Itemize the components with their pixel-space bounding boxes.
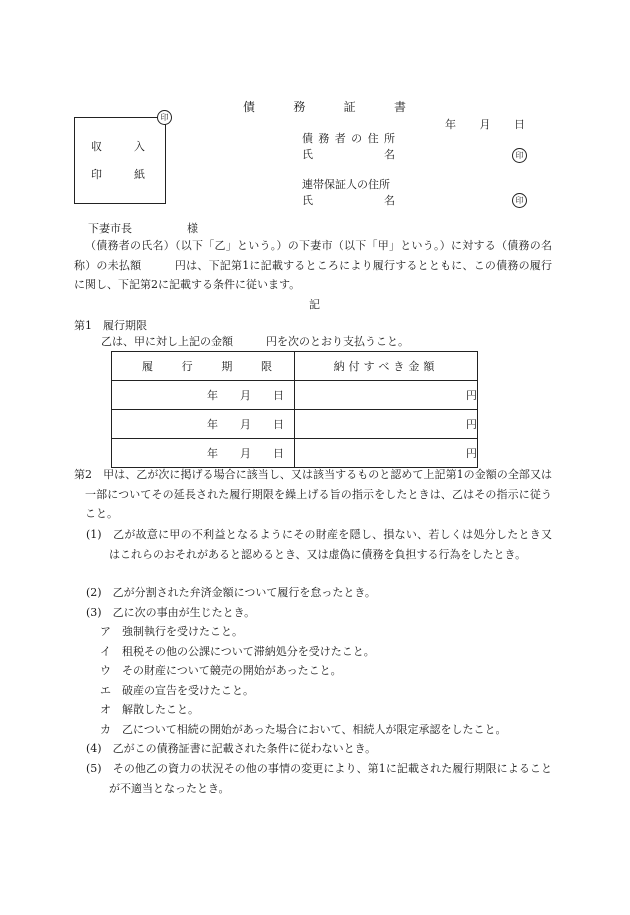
document-title: 債 務 証 書	[243, 100, 406, 114]
table-row	[112, 381, 478, 410]
debtor-address-label: 債 務 者 の 住 所	[302, 132, 395, 145]
subitem-e: エ 破産の宣告を受けたこと。	[100, 684, 254, 697]
guarantor-address-label: 連帯保証人の住所	[302, 178, 390, 191]
debtor-name-label: 氏 名	[302, 148, 395, 161]
guarantor-name-label: 氏 名	[302, 194, 395, 207]
subitem-a: ア 強制執行を受けたこと。	[100, 625, 243, 638]
table-row	[112, 439, 478, 468]
table-row	[112, 410, 478, 439]
subitem-i: イ 租税その他の公課について滞納処分を受けたこと。	[100, 645, 375, 658]
section2-item-5: (5) その他乙の資力の状況その他の事情の変更により、第1に記載された履行期限によることが不適当となったとき。	[86, 762, 552, 795]
amount-cell: 円	[295, 439, 478, 468]
section1-text: 乙は、甲に対し上記の金額 円を次のとおり支払うこと。	[101, 335, 409, 348]
subitem-ka: カ 乙について相続の開始があった場合において、相続人が限定承認をしたこと。	[100, 723, 507, 736]
date-cell: 年 月 日	[207, 388, 284, 402]
seal-stamp-icon: 印	[512, 193, 527, 208]
section2-text: 第2 甲は、乙が次に掲げる場合に該当し、又は該当するものと認めて上記第1の金額の全部又は一部についてその延長された履行期限を繰上げる旨の指示をしたときは、乙はその指示に従うこと。	[74, 468, 552, 520]
section2-item-4: (4) 乙がこの債務証書に記載された条件に従わないとき。	[86, 742, 377, 755]
subitem-o: オ 解散したこと。	[100, 703, 199, 716]
stamp-label-shunyu: 収 入	[91, 140, 145, 153]
subitem-u: ウ その財産について競売の開始があったこと。	[100, 664, 342, 677]
seal-stamp-icon: 印	[157, 110, 172, 125]
payment-schedule-table	[111, 351, 478, 468]
date-line: 年 月 日	[445, 118, 525, 131]
table-header-row	[112, 352, 478, 381]
amount-cell: 円	[295, 410, 478, 439]
ki-heading: 記	[309, 298, 320, 311]
seal-stamp-icon: 印	[512, 148, 527, 163]
addressee: 下妻市長 様	[88, 222, 198, 235]
amount-cell: 円	[295, 381, 478, 410]
date-cell: 年 月 日	[207, 417, 284, 431]
stamp-label-inshi: 印 紙	[91, 168, 145, 181]
date-cell: 年 月 日	[207, 446, 284, 460]
section2-item-1: (1) 乙が故意に甲の不利益となるようにその財産を隠し、損ない、若しくは処分したとき又はこれらのおそれがあると認めるとき、又は虚偽に債務を負担する行為をしたとき。	[86, 528, 552, 561]
section1-heading: 第1 履行期限	[74, 319, 147, 332]
section2-item-3: (3) 乙に次の事由が生じたとき。	[86, 606, 256, 619]
section2-item-2: (2) 乙が分割された弁済金額について履行を怠ったとき。	[86, 586, 376, 599]
header-rikou-kigen: 履 行 期 限	[142, 359, 272, 373]
intro-paragraph: （債務者の氏名）（以下「乙」という。）の下妻市（以下「甲」という。）に対する（債務の名称）の未払額 円は、下記第1に記載するところにより履行するとともに、この債務の履行に関し、下記第2に記載する条件に従います。	[74, 239, 552, 291]
header-nofu-kingaku: 納付すべき金額	[295, 352, 478, 381]
revenue-stamp-box	[74, 117, 166, 204]
